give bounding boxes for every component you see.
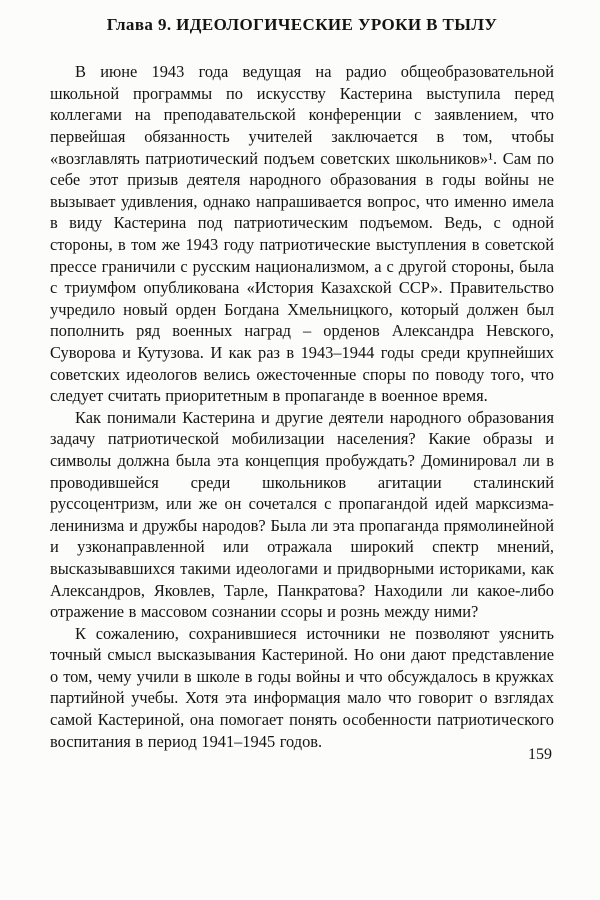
page-number: 159	[528, 746, 552, 763]
paragraph-3: К сожалению, сохранившиеся источники не позволяют уяснить точный смысл высказывания Кастериной. Но они дают представление о том, чему учили в школе в годы войны и что обсуждалось в кружках партийной учебы. Хотя эта информация мало что говорит о взглядах самой Кастериной, она помогает понять особенности патриотического воспитания в период 1941–1945 годов.	[50, 623, 554, 751]
chapter-title: Глава 9. ИДЕОЛОГИЧЕСКИЕ УРОКИ В ТЫЛУ	[106, 15, 498, 34]
body-text	[50, 61, 554, 752]
paragraph-1: В июне 1943 года ведущая на радио общеобразовательной школьной программы по искусству Кастерина выступила перед коллегами на преподавательской конференции с заявлением, что первейшая обязанность учителей заключается в том, чтобы «возглавлять патриотический подъем советских школьников»¹. Сам по себе этот призыв деятеля народного образования в годы войны не вызывает удивления, однако напрашивается вопрос, что именно имела в виду Кастерина под патриотическим подъемом. Ведь, с одной стороны, в том же 1943 году патриотические выступления в советской прессе граничили с русским национализмом, а с другой стороны, была с триумфом опубликована «История Казахской ССР». Правительство учредило новый орден Богдана Хмельницкого, который должен был пополнить ряд военных наград – орденов Александра Невского, Суворова и Кутузова. И как раз в 1943–1944 годы среди крупнейших советских идеологов велись ожесточенные споры по поводу того, что следует считать приоритетным в пропаганде в военное время.	[50, 62, 554, 406]
paragraph-2: Как понимали Кастерина и другие деятели народного образования задачу патриотической мобилизации населения? Какие образы и символы должна была эта концепция пробуждать? Доминировал ли в проводившейся среди школьников агитации сталинский руссоцентризм, или же он сочетался с пропагандой идей марксизма-ленинизма и дружбы народов? Была ли эта пропаганда прямолинейной и узконаправленной или отражала широкий спектр мнений, высказывавшихся такими идеологами и придворными историками, как Александров, Яковлев, Тарле, Панкратова? Находили ли какое-либо отражение в массовом сознании ссоры и рознь между ними?	[50, 407, 554, 622]
